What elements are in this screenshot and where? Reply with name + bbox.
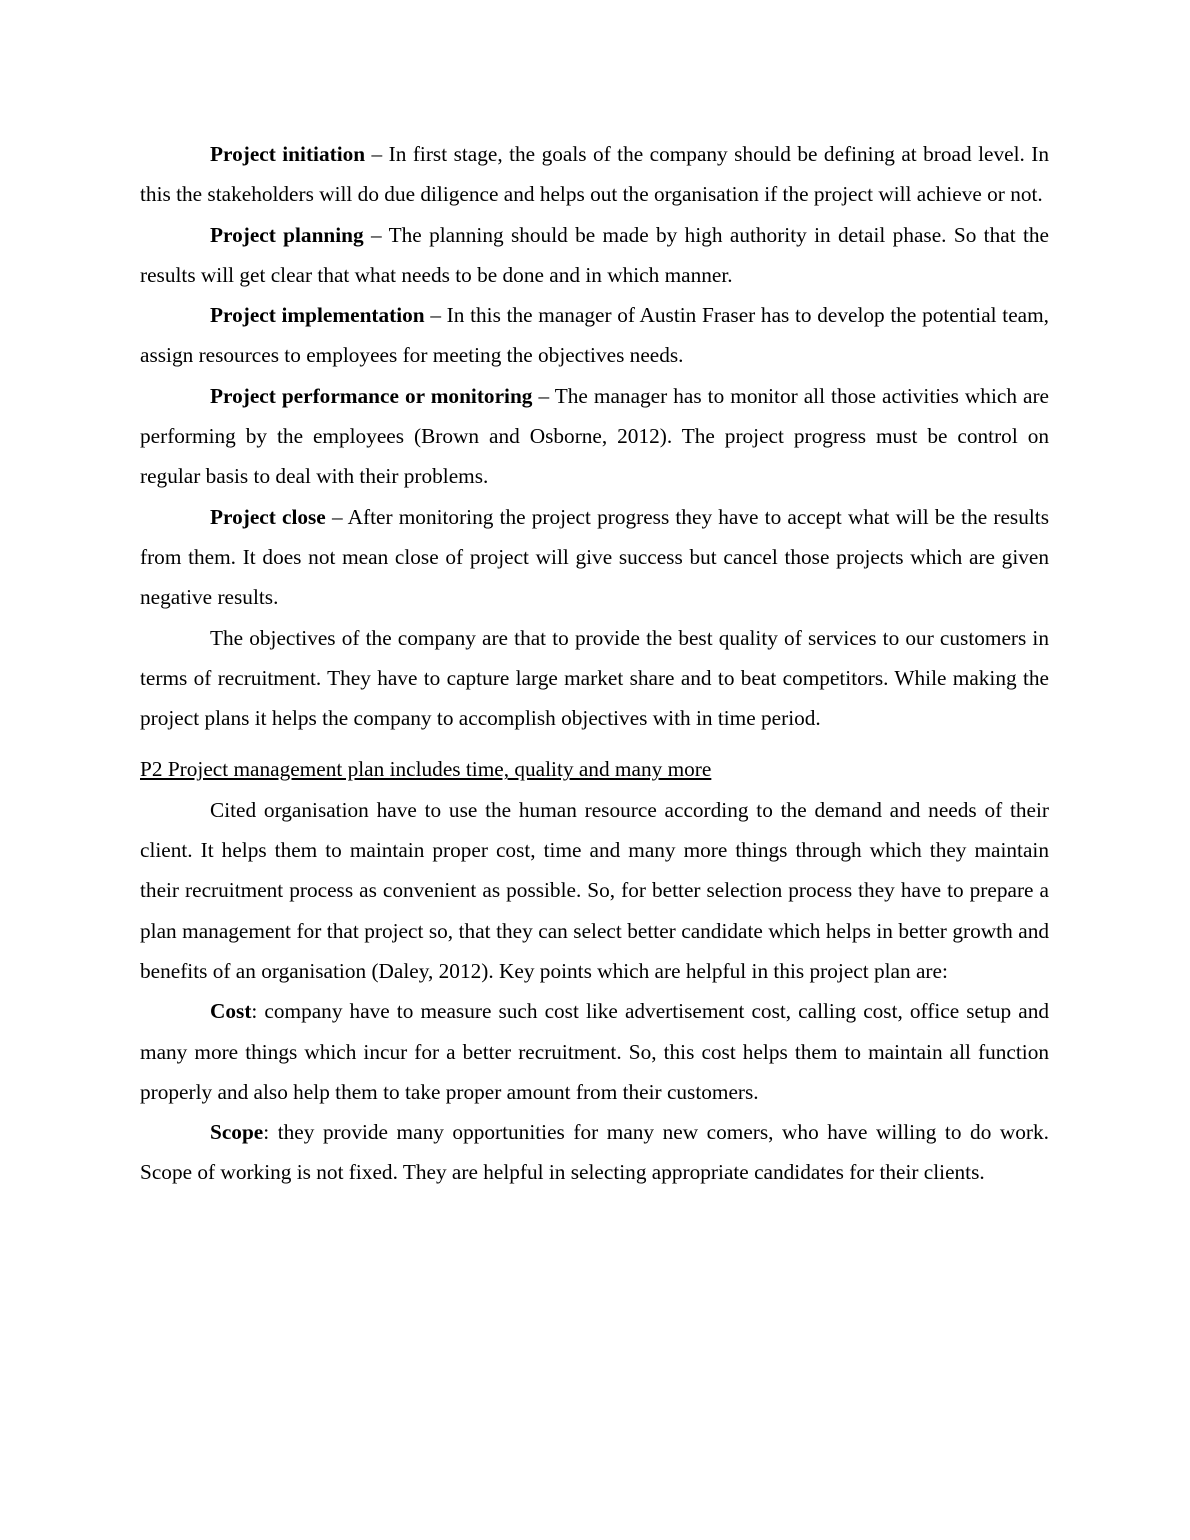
term-label: Project initiation <box>210 142 366 166</box>
paragraph-text: – In first stage, the goals of the company should be defining at broad level. In this the stakeholders will do due diligence and helps out the organisation if the project will achieve or not. <box>140 142 1049 207</box>
paragraph-text: : they provide many opportunities for many new comers, who have willing to do work. Scope of working is not fixed. They are helpful in selecting appropriate candidates for their clients. <box>140 1120 1049 1185</box>
paragraph-cost <box>140 991 1049 1112</box>
document-page <box>140 134 1049 1193</box>
paragraph-intro: Cited organisation have to use the human resource according to the demand and needs of their client. It helps them to maintain proper cost, time and many more things through which they maintain their recruitment process as convenient as possible. So, for better selection process they have to prepare a plan management for that project so, that they can select better candidate which helps in better growth and benefits of an organisation (Daley, 2012). Key points which are helpful in this project plan are: <box>140 797 1049 983</box>
paragraph-project-close <box>140 497 1049 618</box>
section-heading: P2 Project management plan includes time, quality and many more <box>140 757 712 782</box>
paragraph-objectives: The objectives of the company are that to provide the best quality of services to our customers in terms of recruitment. They have to capture large market share and to beat competitors. While making the project plans it helps the company to accomplish objectives with in time period. <box>140 625 1049 731</box>
paragraph-project-initiation <box>140 134 1049 215</box>
paragraph-scope <box>140 1112 1049 1193</box>
paragraph-project-implementation <box>140 295 1049 376</box>
paragraph-project-planning <box>140 215 1049 296</box>
term-label: Scope <box>210 1120 264 1145</box>
term-label: Project close <box>210 504 326 529</box>
paragraph-text: – In this the manager of Austin Fraser has to develop the potential team, assign resources to employees for meeting the objectives needs. <box>140 303 1049 368</box>
term-label: Project implementation <box>210 303 425 328</box>
paragraph-text: – The manager has to monitor all those activities which are performing by the employees (Brown and Osborne, 2012). The project progress must be control on regular basis to deal with their problems. <box>140 383 1049 489</box>
term-label: Project performance or monitoring <box>210 383 533 408</box>
paragraph-text: : company have to measure such cost like advertisement cost, calling cost, office setup and many more things which incur for a better recruitment. So, this cost helps them to maintain all function properly and also help them to take proper amount from their customers. <box>140 999 1049 1104</box>
paragraph-project-monitoring <box>140 376 1049 497</box>
paragraph-text: – The planning should be made by high authority in detail phase. So that the results will get clear that what needs to be done and in which manner. <box>140 222 1049 287</box>
term-label: Project planning <box>210 222 364 247</box>
paragraph-text: – After monitoring the project progress they have to accept what will be the results from them. It does not mean close of project will give success but cancel those projects which are given negative results. <box>140 504 1049 610</box>
term-label: Cost <box>210 999 252 1024</box>
